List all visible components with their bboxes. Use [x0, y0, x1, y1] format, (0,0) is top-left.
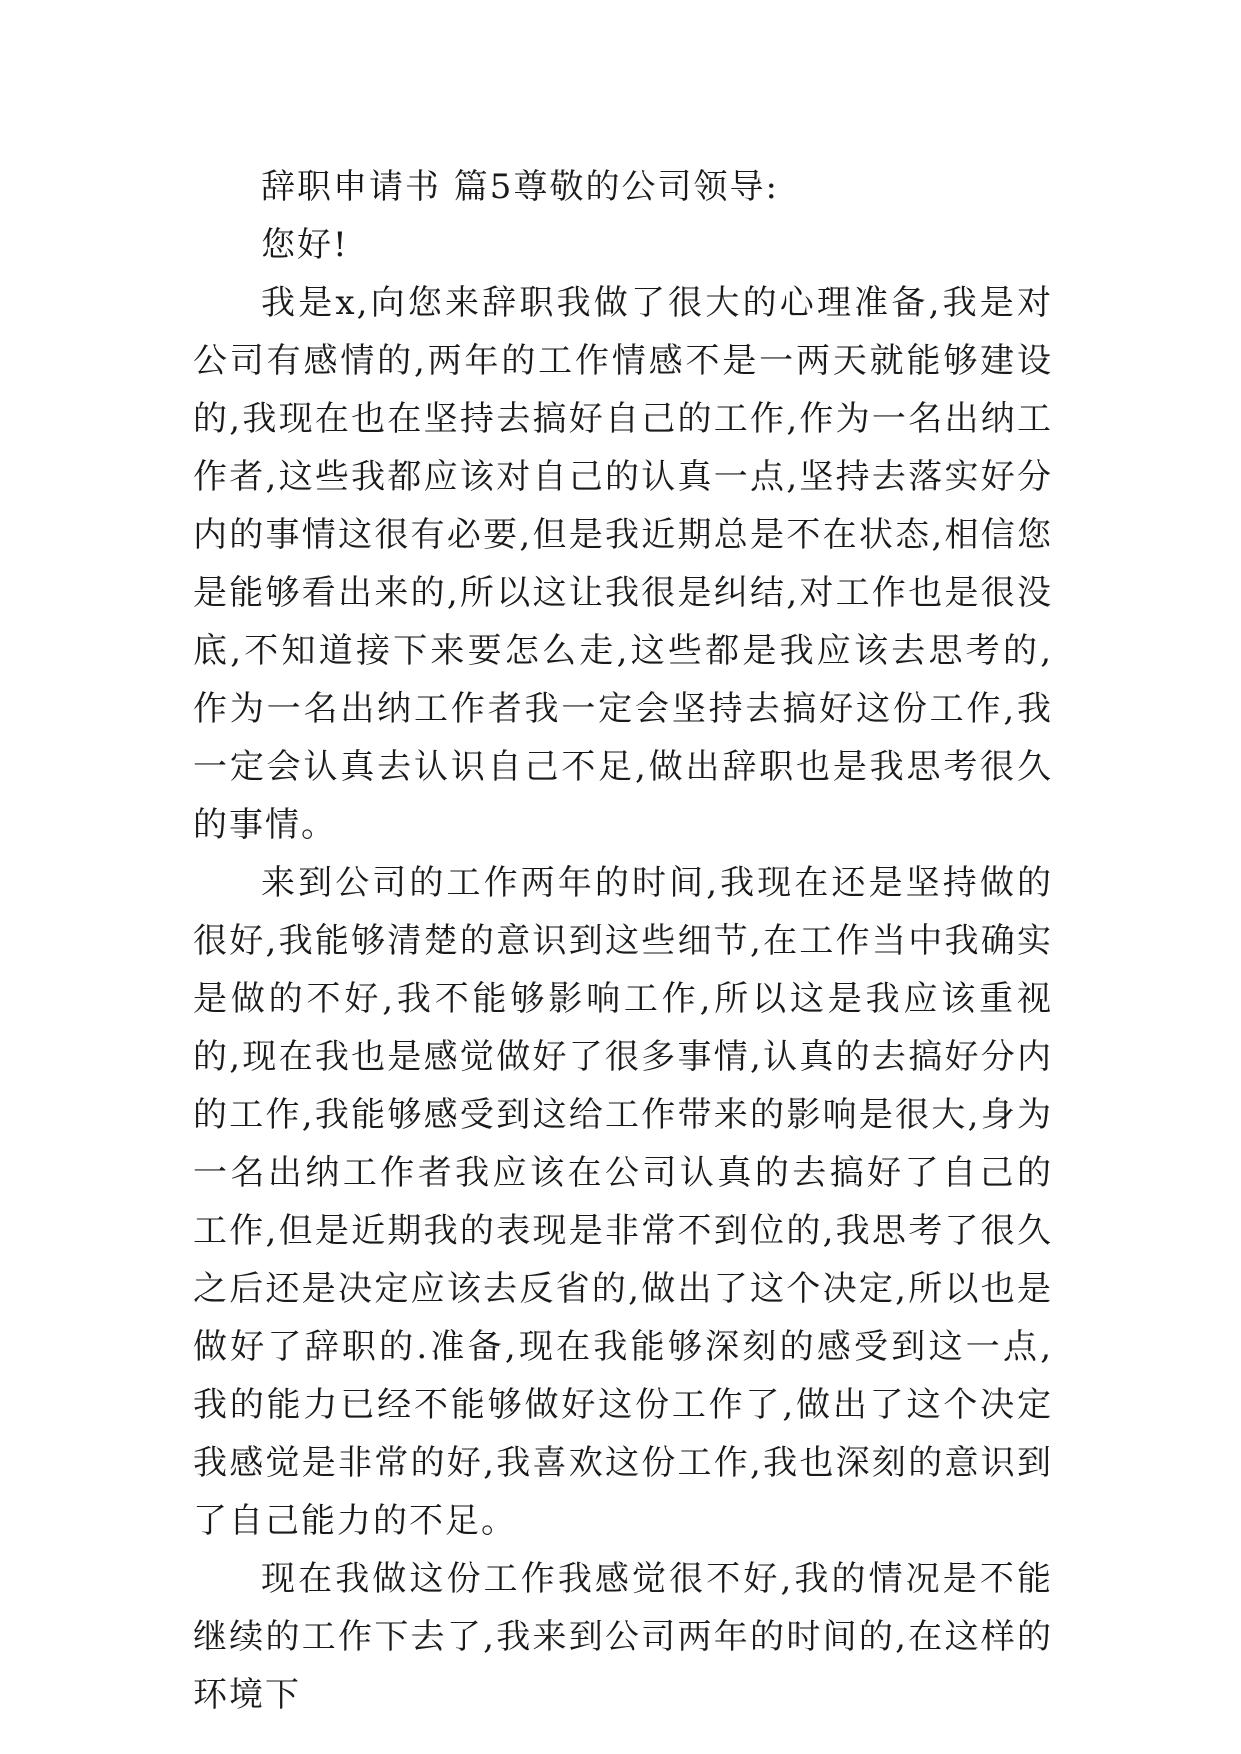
document-body — [193, 158, 1053, 1724]
heading-salutation: 辞职申请书 篇5尊敬的公司领导: — [261, 167, 779, 207]
paragraph-1: 我是x,向您来辞职我做了很大的心理准备,我是对公司有感情的,两年的工作情感不是一两天就能够建设的,我现在也在坚持去搞好自己的工作,作为一名出纳工作者,这些我都应该对自己的认真一点,坚持去落实好分内的事情这很有必要,但是我近期总是不在状态,相信您是能够看出来的,所以这让我很是纠结,对工作也是很没底,不知道接下来要怎么走,这些都是我应该去思考的,作为一名出纳工作者我一定会坚持去搞好这份工作,我一定会认真去认识自己不足,做出辞职也是我思考很久的事情。 — [193, 283, 1053, 845]
paragraph-3: 现在我做这份工作我感觉很不好,我的情况是不能继续的工作下去了,我来到公司两年的时间的,在这样的环境下 — [193, 1559, 1053, 1715]
greeting: 您好! — [261, 225, 349, 265]
paragraph-2: 来到公司的工作两年的时间,我现在还是坚持做的很好,我能够清楚的意识到这些细节,在工作当中我确实是做的不好,我不能够影响工作,所以这是我应该重视的,现在我也是感觉做好了很多事情,认真的去搞好分内的工作,我能够感受到这给工作带来的影响是很大,身为一名出纳工作者我应该在公司认真的去搞好了自己的工作,但是近期我的表现是非常不到位的,我思考了很久之后还是决定应该去反省的,做出了这个决定,所以也是做好了辞职的.准备,现在我能够深刻的感受到这一点,我的能力已经不能够做好这份工作了,做出了这个决定我感觉是非常的好,我喜欢这份工作,我也深刻的意识到了自己能力的不足。 — [193, 863, 1053, 1541]
